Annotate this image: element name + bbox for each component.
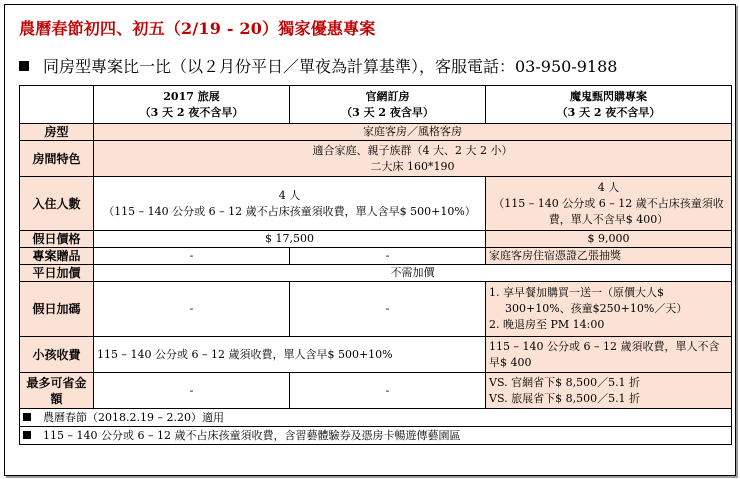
row-label: 假日加碼 (20, 282, 94, 337)
holiday-extra-flash-sale: 1. 享早餐加購買一送一（原價大人$ 300+10%、孩童$250+10%／天） 2. 晚退房至 PM 14:00 (486, 282, 732, 337)
table-row-holiday-price (20, 231, 732, 248)
holiday-price-flash-sale: $ 9,000 (486, 231, 732, 248)
row-label: 最多可省金額 (20, 373, 94, 409)
bullet-square-icon (19, 61, 29, 71)
note-child: 115 – 140 公分或 6 – 12 歲不占床孩童須收費，含習藝體驗券及憑房卡暢遊傳藝園區 (20, 427, 732, 445)
savings-travel-fair: - (94, 373, 290, 409)
header-empty-cell (20, 86, 94, 124)
savings-official-site: - (290, 373, 486, 409)
weekday-extra-value: 不需加價 (94, 265, 732, 282)
gift-flash-sale: 家庭客房住宿憑證乙張抽獎 (486, 248, 732, 265)
bullet-square-icon (23, 431, 31, 439)
row-label: 房間特色 (20, 141, 94, 177)
row-label: 平日加價 (20, 265, 94, 282)
guests-standard: 4 人 （115 – 140 公分或 6 – 12 歲不占床孩童須收費，單人含早$ 500+10%） (94, 177, 486, 231)
guests-flash-sale: 4 人 （115 – 140 公分或 6 – 12 歲不占床孩童須收費，單人不含早$ 400） (486, 177, 732, 231)
table-row-child-fee (20, 337, 732, 373)
header-official-site: 官網訂房 （3 天 2 夜含早） (290, 86, 486, 124)
section-subtitle (19, 54, 617, 77)
bullet-square-icon (23, 413, 31, 421)
table-row-guests (20, 177, 732, 231)
savings-flash-sale: VS. 官網省下$ 8,500／5.1 折 VS. 旅展省下$ 8,500／5.1 折 (486, 373, 732, 409)
subtitle-text: 同房型專案比一比（以２月份平日／單夜為計算基準），客服電話：03-950-9188 (43, 57, 618, 76)
row-label: 入住人數 (20, 177, 94, 231)
table-row-room-type (20, 124, 732, 141)
header-travel-fair: 2017 旅展 （3 天 2 夜不含早） (94, 86, 290, 124)
table-row-holiday-extra (20, 282, 732, 337)
room-type-value: 家庭客房／風格客房 (94, 124, 732, 141)
row-label: 專案贈品 (20, 248, 94, 265)
comparison-table (19, 85, 732, 445)
table-note-row (20, 427, 732, 445)
document-frame (4, 4, 736, 476)
features-value: 適合家庭、親子族群（4 大、2 大 2 小） 二大床 160*190 (94, 141, 732, 177)
table-row-savings (20, 373, 732, 409)
holiday-price-standard: $ 17,500 (94, 231, 486, 248)
table-row-weekday-extra (20, 265, 732, 282)
table-row-features (20, 141, 732, 177)
child-fee-flash-sale: 115 – 140 公分或 6 – 12 歲須收費，單人不含早$ 400 (486, 337, 732, 373)
gift-travel-fair: - (94, 248, 290, 265)
holiday-extra-official-site: - (290, 282, 486, 337)
child-fee-standard: 115 – 140 公分或 6 – 12 歲須收費，單人含早$ 500+10% (94, 337, 486, 373)
table-row-gift (20, 248, 732, 265)
row-label: 小孩收費 (20, 337, 94, 373)
page-title: 農曆春節初四、初五（2/19 - 20）獨家優惠專案 (19, 19, 376, 38)
header-row (20, 86, 732, 124)
gift-official-site: - (290, 248, 486, 265)
row-label: 假日價格 (20, 231, 94, 248)
holiday-extra-travel-fair: - (94, 282, 290, 337)
table-note-row (20, 409, 732, 427)
header-flash-sale: 魔鬼甄閃購專案 （3 天 2 夜不含早） (486, 86, 732, 124)
note-holiday: 農曆春節（2018.2.19 – 2.20）適用 (20, 409, 732, 427)
row-label: 房型 (20, 124, 94, 141)
